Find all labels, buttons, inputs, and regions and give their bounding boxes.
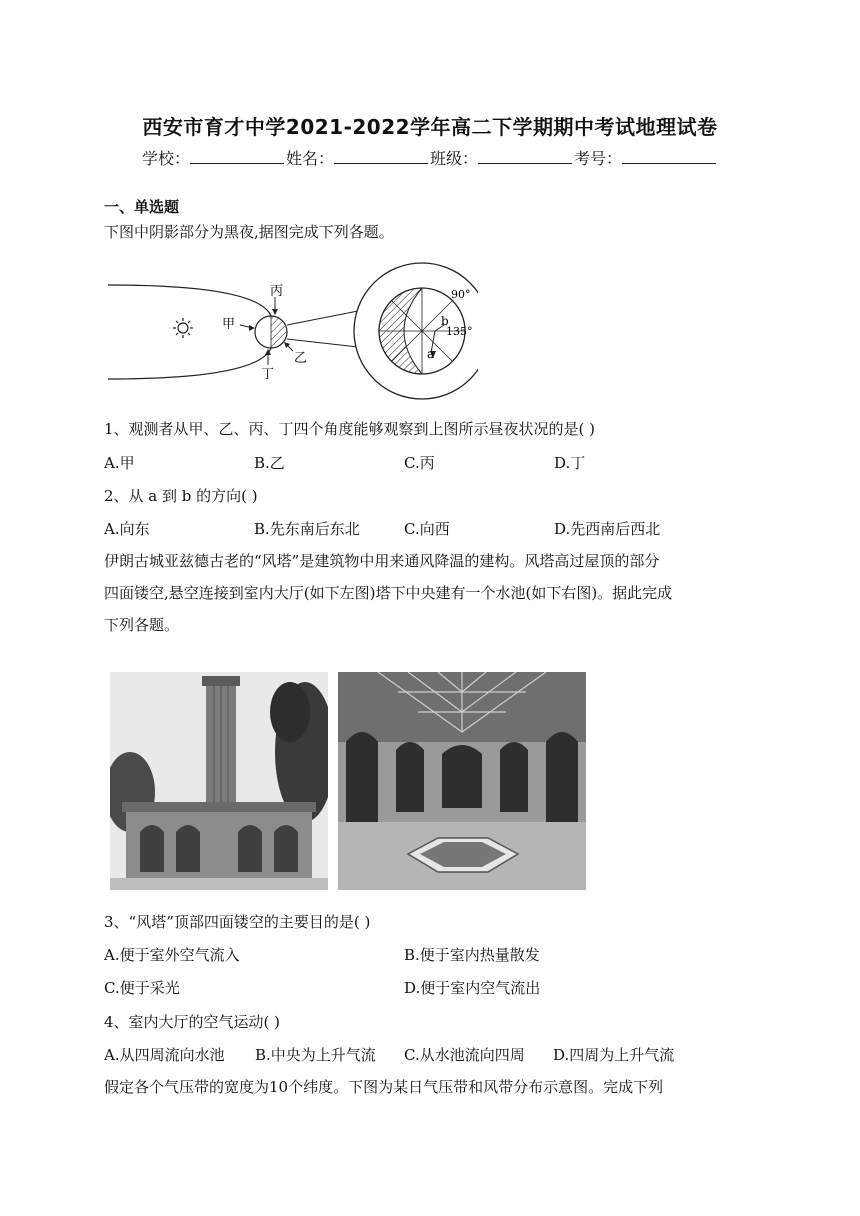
wind-tower-photo [110,672,328,890]
label-90deg: 90° [451,288,471,301]
sun-icon [173,318,193,338]
earth-orbit-diagram [108,255,478,400]
question-2-stem: 2、从 a 到 b 的方向( ) [104,487,258,505]
label-jia: 甲 [222,317,236,332]
question-1-stem: 1、观测者从甲、乙、丙、丁四个角度能够观察到上图所示昼夜状况的是( ) [104,420,596,438]
q3-option-c[interactable]: C.便于采光 [104,979,180,997]
label-b: b [441,314,449,328]
exam-title: 西安市育才中学2021-2022学年高二下学期期中考试地理试卷 [142,115,718,139]
exam-number-blank[interactable] [622,149,716,164]
q4-option-c[interactable]: C.从水池流向四周 [404,1046,525,1064]
q2-option-a[interactable]: A.向东 [104,520,150,538]
q1-option-a[interactable]: A.甲 [104,454,135,472]
intro-paragraph-1: 下图中阴影部分为黑夜,据图完成下列各题。 [104,223,394,241]
intro-paragraph-2-line-2: 四面镂空,悬空连接到室内大厅(如下左图)塔下中央建有一个水池(如下右图)。据此完成 [104,584,673,602]
q2-option-b[interactable]: B.先东南后东北 [254,520,360,538]
name-field: 姓名： [286,146,430,169]
q3-option-d[interactable]: D.便于室内空气流出 [404,979,541,997]
label-bing: 丙 [270,284,284,299]
intro-paragraph-3: 假定各个气压带的宽度为10个纬度。下图为某日气压带和风带分布示意图。完成下列 [104,1078,664,1096]
label-a: a [427,347,435,361]
class-field: 班级： [430,146,574,169]
name-blank[interactable] [334,149,428,164]
exam-number-field: 考号： [574,146,718,169]
label-ding: 丁 [261,367,275,382]
intro-paragraph-2-line-1: 伊朗古城亚兹德古老的“风塔”是建筑物中用来通风降温的建构。风塔高过屋顶的部分 [104,552,660,570]
label-yi: 乙 [294,351,308,366]
q1-option-c[interactable]: C.丙 [404,454,435,472]
hall-pool-photo [338,672,586,890]
q4-option-b[interactable]: B.中央为上升气流 [255,1046,376,1064]
student-info-line [0,146,860,169]
school-field: 学校： [142,146,286,169]
q3-option-a[interactable]: A.便于室外空气流入 [104,946,240,964]
class-blank[interactable] [478,149,572,164]
section-heading: 一、单选题 [104,198,180,216]
q4-option-a[interactable]: A.从四周流向水池 [104,1046,225,1064]
intro-paragraph-2-line-3: 下列各题。 [104,616,180,634]
q1-option-d[interactable]: D.丁 [554,454,586,472]
q1-option-b[interactable]: B.乙 [254,454,285,472]
q2-option-c[interactable]: C.向西 [404,520,450,538]
school-blank[interactable] [190,149,284,164]
q3-option-b[interactable]: B.便于室内热量散发 [404,946,540,964]
q2-option-d[interactable]: D.先西南后西北 [554,520,661,538]
q4-option-d[interactable]: D.四周为上升气流 [553,1046,675,1064]
label-135deg: 135° [446,325,473,338]
question-3-stem: 3、“风塔”顶部四面镂空的主要目的是( ) [104,913,371,931]
question-4-stem: 4、室内大厅的空气运动( ) [104,1013,281,1031]
